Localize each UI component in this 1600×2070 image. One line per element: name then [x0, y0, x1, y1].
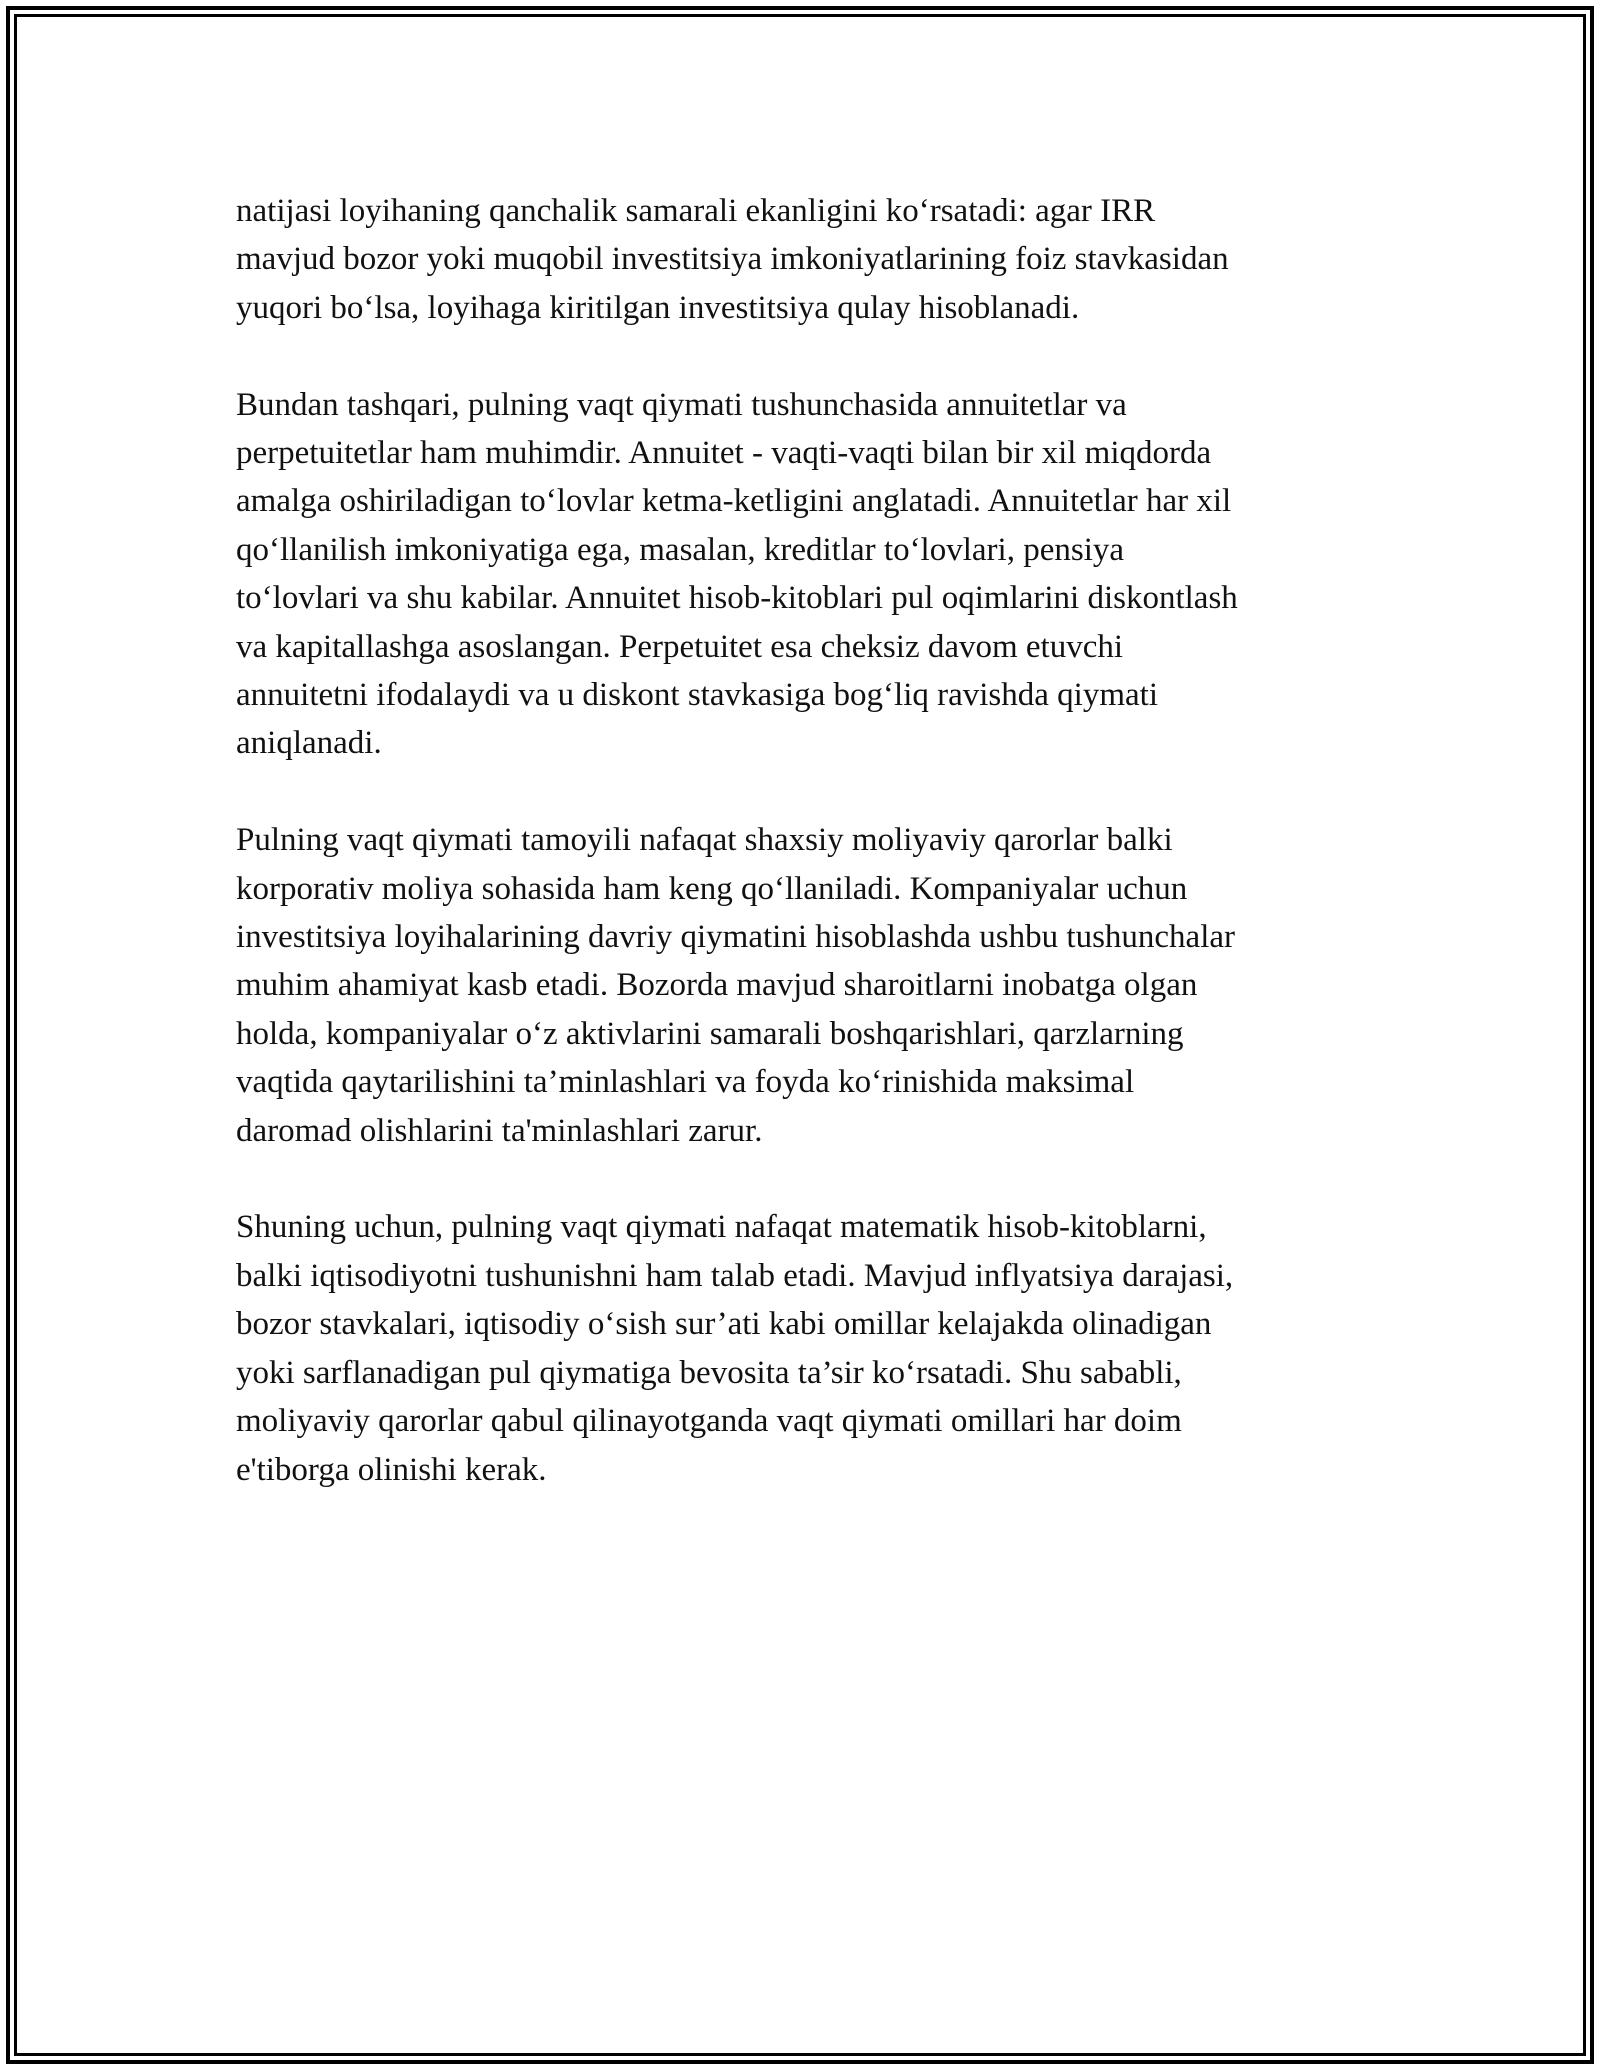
text-line: investitsiya loyihalarining davriy qiymatini hisoblashda ushbu tushunchalar: [236, 919, 1236, 956]
paragraph-1: [236, 187, 1386, 332]
text-line: amalga oshiriladigan to‘lovlar ketma-ketligini anglatadi. Annuitetlar har xil: [236, 483, 1232, 520]
text-line: perpetuitetlar ham muhimdir. Annuitet - vaqti-vaqti bilan bir xil miqdorda: [236, 435, 1212, 472]
text-line: va kapitallashga asoslangan. Perpetuitet esa cheksiz davom etuvchi: [236, 628, 1124, 665]
text-line: moliyaviy qarorlar qabul qilinayotganda vaqt qiymati omillari har doim: [236, 1403, 1182, 1440]
text-line: muhim ahamiyat kasb etadi. Bozorda mavjud sharoitlarni inobatga olgan: [236, 967, 1198, 1004]
text-line: yuqori bo‘lsa, loyihaga kiritilgan investitsiya qulay hisoblanadi.: [236, 289, 1080, 326]
paragraph-2: [236, 381, 1386, 768]
text-line: holda, kompaniyalar o‘z aktivlarini samarali boshqarishlari, qarzlarning: [236, 1015, 1184, 1052]
text-line: yoki sarflanadigan pul qiymatiga bevosita ta’sir ko‘rsatadi. Shu sababli,: [236, 1354, 1182, 1391]
text-line: daromad olishlarini ta'minlashlari zarur.: [236, 1112, 763, 1149]
text-line: balki iqtisodiyotni tushunishni ham talab etadi. Mavjud inflyatsiya darajasi,: [236, 1257, 1234, 1294]
paragraph-4: [236, 1203, 1386, 1493]
text-line: aniqlanadi.: [236, 725, 382, 762]
text-line: vaqtida qaytarilishini ta’minlashlari va foyda ko‘rinishida maksimal: [236, 1064, 1135, 1101]
text-line: annuitetni ifodalaydi va u diskont stavkasiga bog‘liq ravishda qiymati: [236, 677, 1158, 714]
text-line: Bundan tashqari, pulning vaqt qiymati tushunchasida annuitetlar va: [236, 386, 1127, 423]
text-line: bozor stavkalari, iqtisodiy o‘sish sur’ati kabi omillar kelajakda olinadigan: [236, 1306, 1212, 1343]
text-line: natijasi loyihaning qanchalik samarali ekanligini ko‘rsatadi: agar IRR: [236, 193, 1156, 229]
text-line: Shuning uchun, pulning vaqt qiymati nafaqat matematik hisob-kitoblarni,: [236, 1209, 1207, 1246]
paragraph-3: [236, 816, 1386, 1155]
text-line: mavjud bozor yoki muqobil investitsiya imkoniyatlarining foiz stavkasidan: [236, 241, 1229, 278]
document-body: [236, 187, 1386, 1542]
text-line: e'tiborga olinishi kerak.: [236, 1451, 547, 1488]
text-line: korporativ moliya sohasida ham keng qo‘llaniladi. Kompaniyalar uchun: [236, 870, 1188, 907]
text-line: qo‘llanilish imkoniyatiga ega, masalan, kreditlar to‘lovlari, pensiya: [236, 531, 1125, 568]
text-line: to‘lovlari va shu kabilar. Annuitet hisob-kitoblari pul oqimlarini diskontlash: [236, 580, 1238, 617]
text-line: Pulning vaqt qiymati tamoyili nafaqat shaxsiy moliyaviy qarorlar balki: [236, 822, 1173, 859]
